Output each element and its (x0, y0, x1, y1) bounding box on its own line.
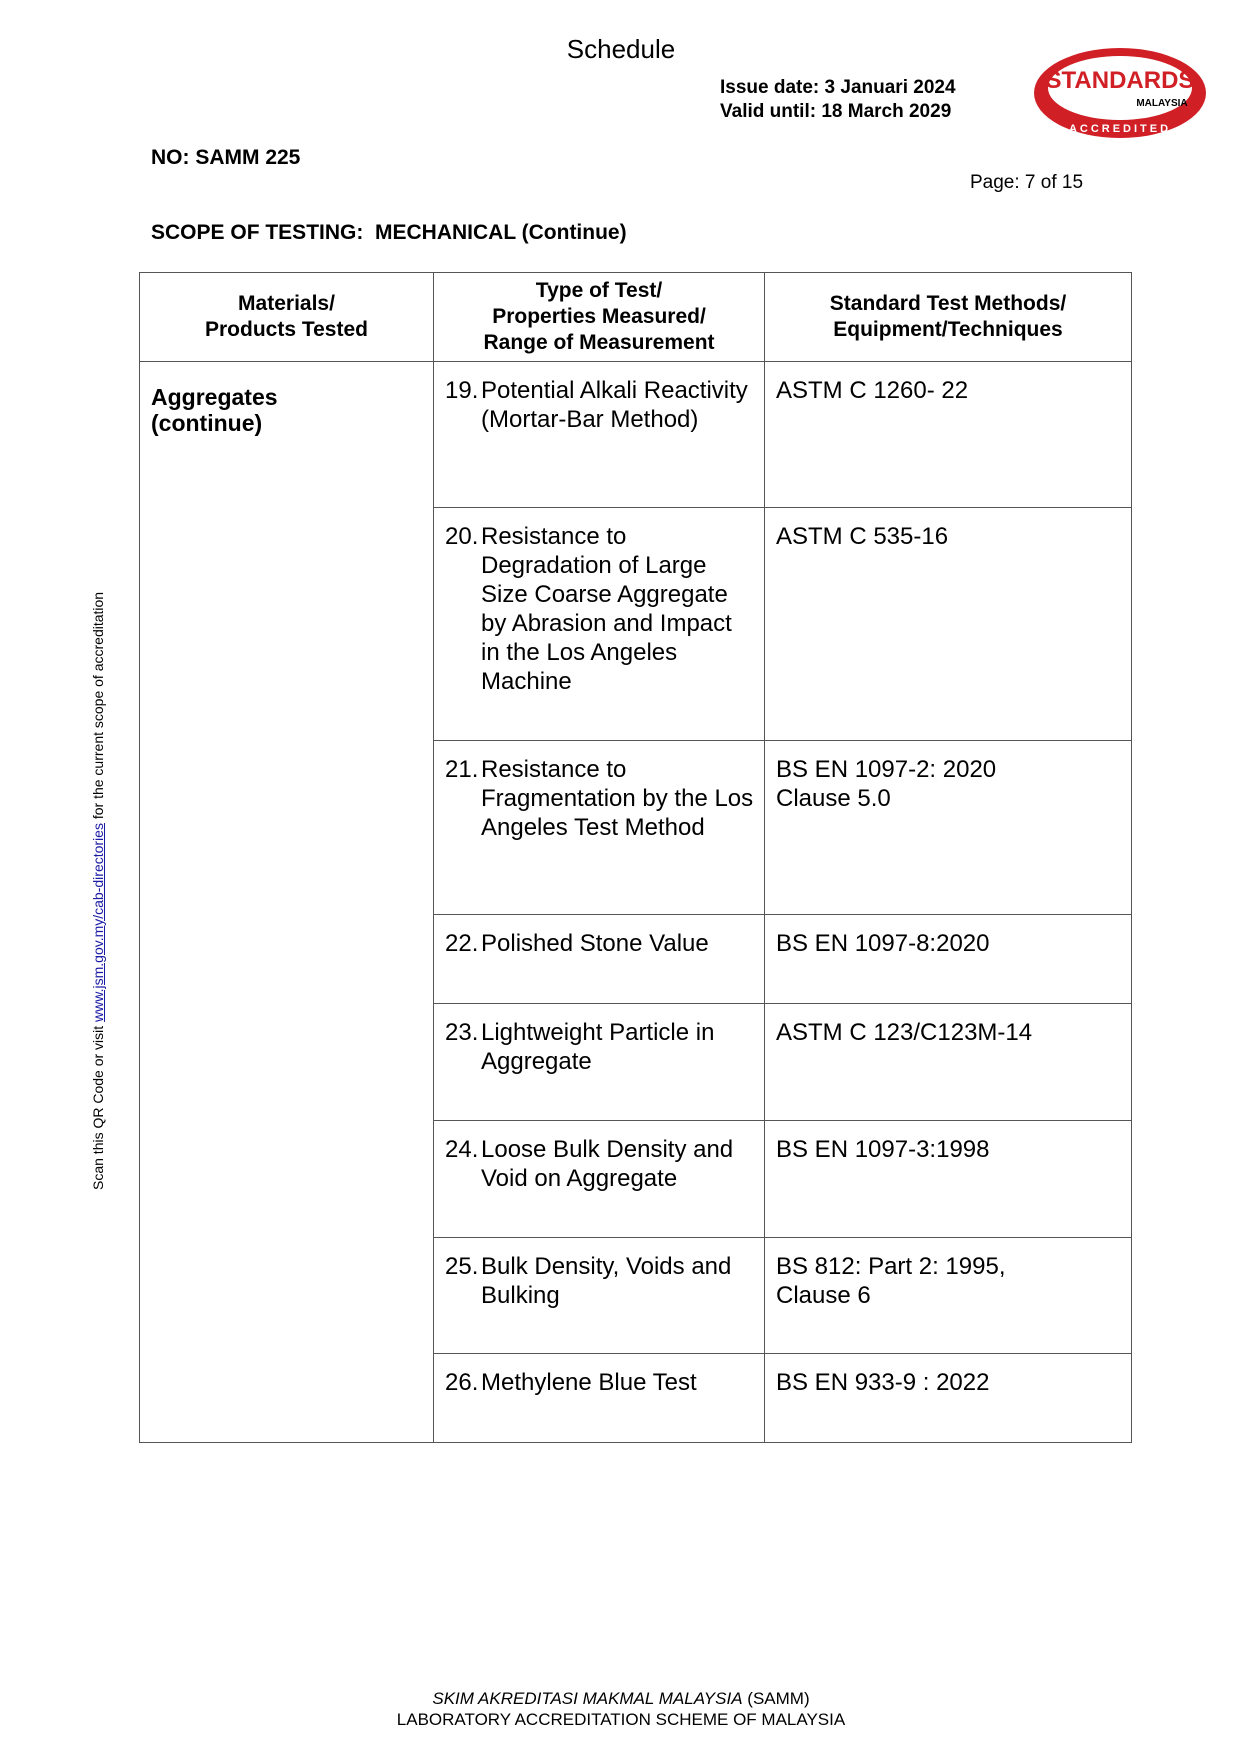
test-name: Loose Bulk Density and Void on Aggregate (481, 1136, 734, 1192)
document-number: NO: SAMM 225 (151, 146, 301, 169)
method-line: ASTM C 123/C123M-14 (776, 1019, 1033, 1046)
issue-info (720, 76, 956, 124)
logo-country-text: MALAYSIA (1136, 98, 1188, 109)
method-cell (765, 915, 1132, 1004)
test-cell (434, 1004, 765, 1121)
test-name: Polished Stone Value (481, 930, 709, 957)
method-line: BS 812: Part 2: 1995, (776, 1253, 1006, 1280)
method-cell (765, 1354, 1132, 1443)
test-cell (434, 362, 765, 508)
test-name: Potential Alkali Reactivity (Mortar-Bar Method) (481, 377, 748, 433)
scope-table (139, 272, 1132, 1443)
test-name: Resistance to Degradation of Large Size Coarse Aggregate by Abrasion and Impact in the Los Angeles Machine (481, 523, 732, 695)
method-line: ASTM C 535-16 (776, 523, 949, 550)
test-name: Lightweight Particle in Aggregate (481, 1019, 715, 1075)
material-cell: Aggregates (continue) (140, 362, 434, 1443)
side-note-text-before: Scan this QR Code or visit (90, 1021, 106, 1190)
table-row (140, 362, 1132, 508)
test-name: Resistance to Fragmentation by the Los Angeles Test Method (481, 756, 754, 841)
test-cell (434, 1121, 765, 1238)
test-number: 25. (445, 1253, 479, 1280)
header-standard-methods: Standard Test Methods/ Equipment/Techniques (765, 273, 1132, 362)
method-line: BS EN 933-9 : 2022 (776, 1369, 990, 1396)
method-line: BS EN 1097-2: 2020 (776, 756, 997, 783)
test-number: 24. (445, 1136, 479, 1163)
test-number: 21. (445, 756, 479, 783)
method-cell (765, 1004, 1132, 1121)
header-type-of-test: Type of Test/ Properties Measured/ Range of Measurement (434, 273, 765, 362)
test-cell (434, 508, 765, 741)
method-line: Clause 5.0 (776, 785, 891, 812)
test-cell (434, 1238, 765, 1354)
test-cell (434, 741, 765, 915)
test-cell (434, 915, 765, 1004)
footer-line-1: SKIM AKREDITASI MAKMAL MALAYSIA (SAMM) (432, 1689, 810, 1708)
method-cell (765, 741, 1132, 915)
method-line: BS EN 1097-3:1998 (776, 1136, 990, 1163)
method-cell (765, 1238, 1132, 1354)
test-name: Bulk Density, Voids and Bulking (481, 1253, 732, 1309)
cab-directories-link[interactable]: www.jsm.gov.my/cab-directories (90, 823, 106, 1022)
table-header-row (140, 273, 1132, 362)
test-number: 20. (445, 523, 479, 550)
test-number: 23. (445, 1019, 479, 1046)
footer (0, 1688, 1242, 1730)
test-number: 22. (445, 930, 479, 957)
method-cell (765, 508, 1132, 741)
logo-status-text: ACCREDITED (1068, 123, 1172, 135)
test-name: Methylene Blue Test (481, 1369, 697, 1396)
method-line: ASTM C 1260- 22 (776, 377, 969, 404)
footer-line-2: LABORATORY ACCREDITATION SCHEME OF MALAYSIA (396, 1710, 846, 1729)
method-line: Clause 6 (776, 1282, 871, 1309)
method-line: BS EN 1097-8:2020 (776, 930, 990, 957)
logo-main-text: STANDARDS (1045, 67, 1195, 94)
page-title: Schedule (566, 34, 676, 64)
test-number: 26. (445, 1369, 479, 1396)
test-number: 19. (445, 377, 479, 404)
valid-until: Valid until: 18 March 2029 (720, 101, 952, 122)
side-note-text-after: for the current scope of accreditation (90, 591, 106, 824)
test-cell (434, 1354, 765, 1443)
page-number: Page: 7 of 15 (970, 172, 1084, 193)
method-cell (765, 1121, 1132, 1238)
standards-malaysia-accredited-logo (1030, 44, 1210, 142)
scope-heading: SCOPE OF TESTING: MECHANICAL (Continue) (151, 221, 627, 244)
issue-date: Issue date: 3 Januari 2024 (720, 77, 956, 98)
method-cell (765, 362, 1132, 508)
header-materials: Materials/ Products Tested (140, 273, 434, 362)
